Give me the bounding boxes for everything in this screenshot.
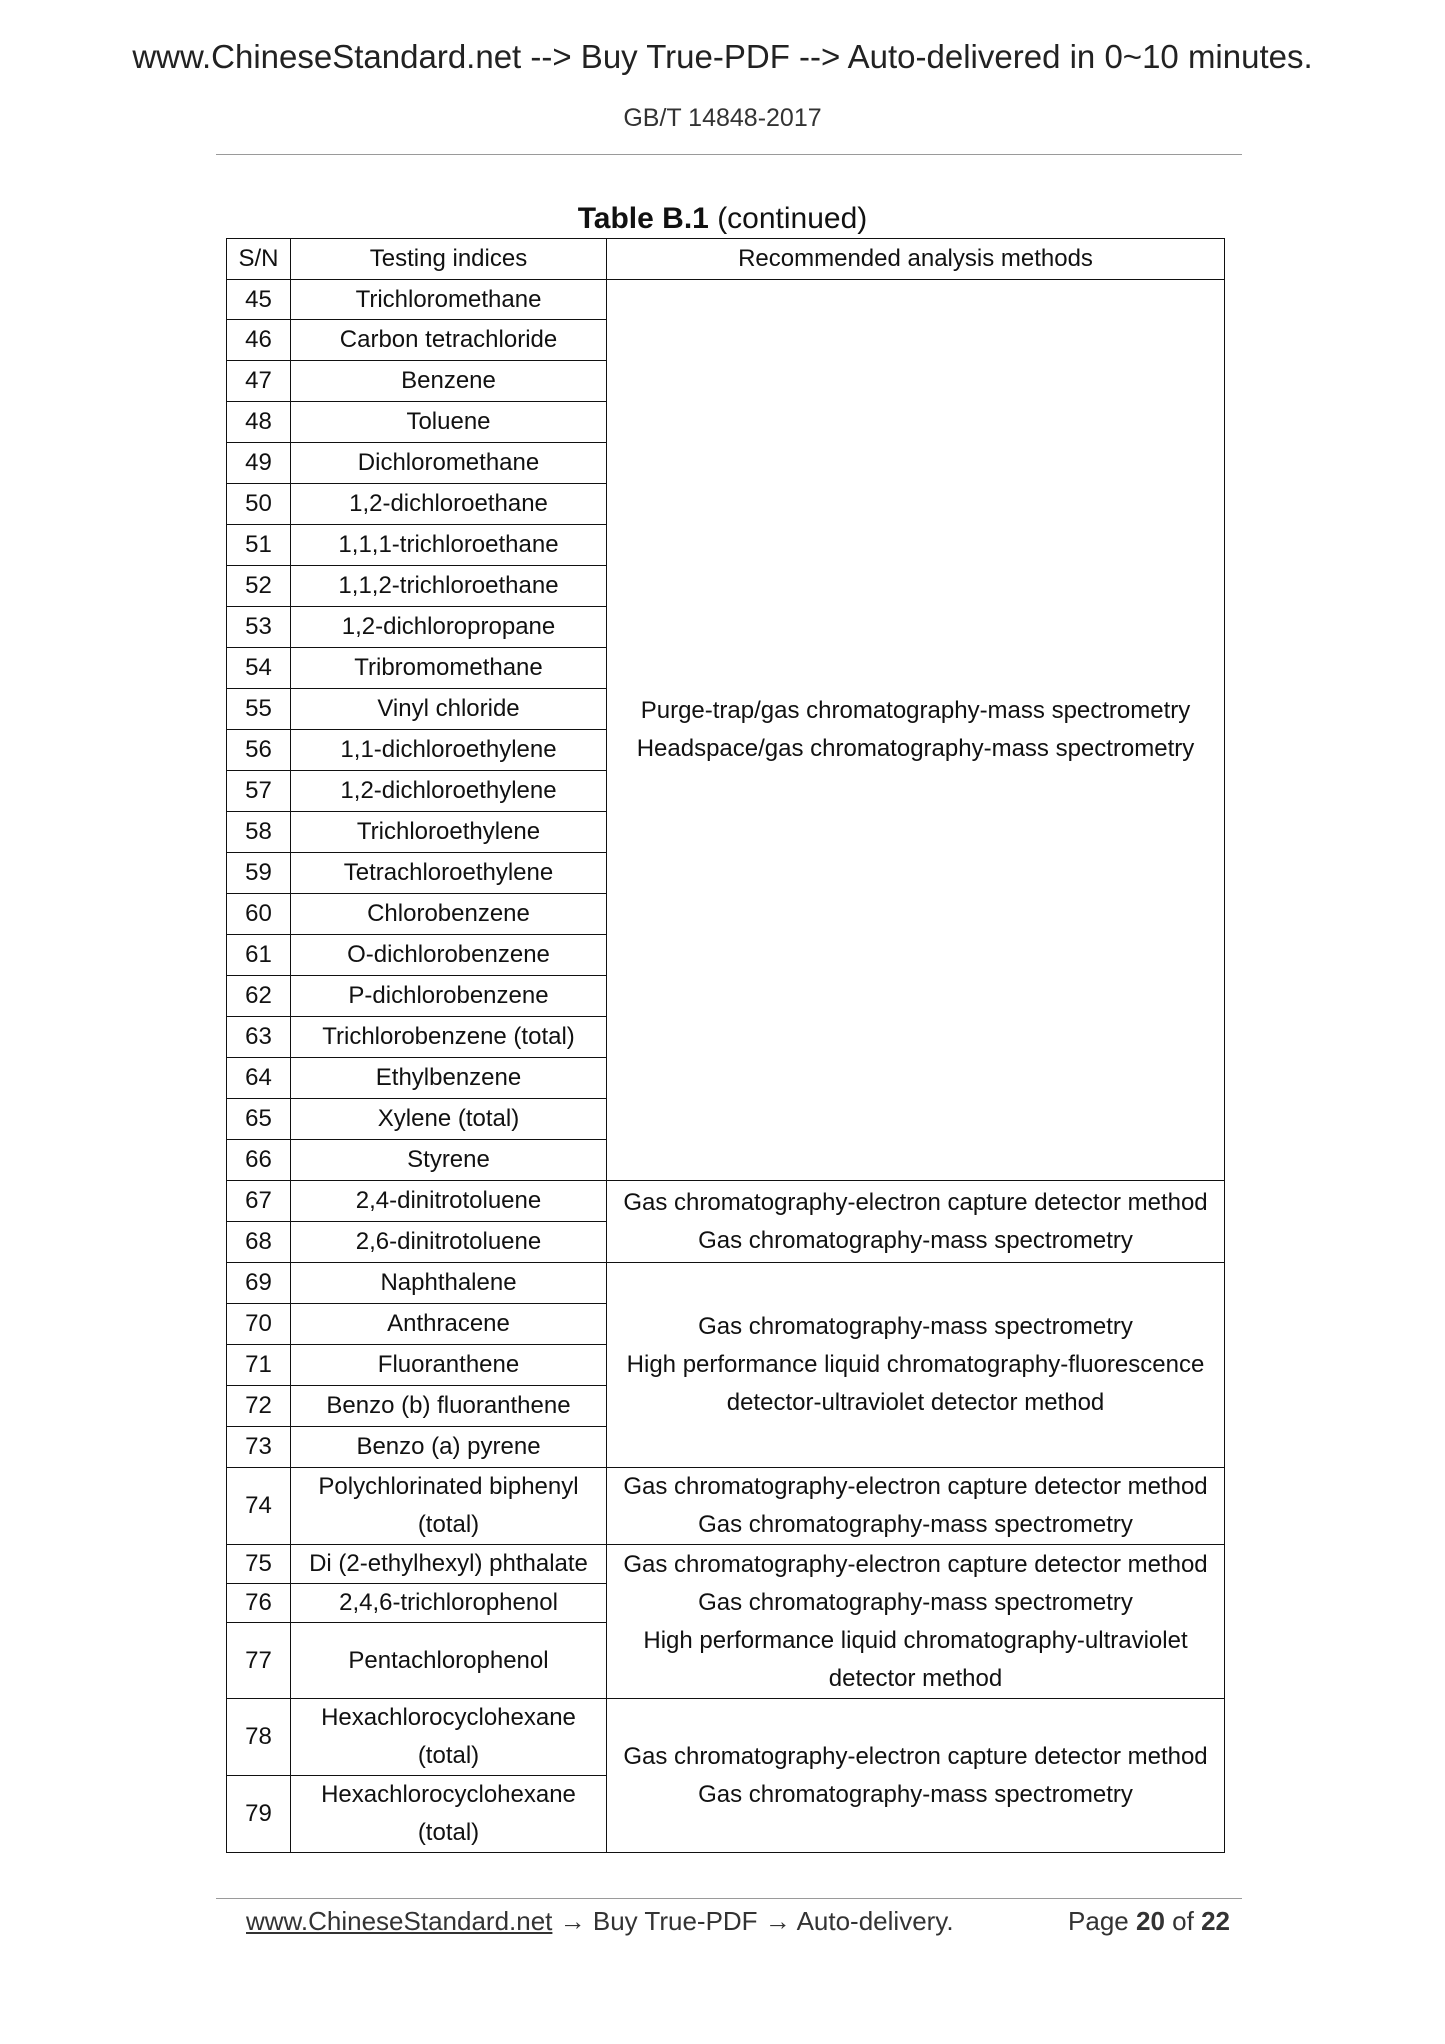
- testing-index-cell: Styrene: [291, 1140, 607, 1181]
- analysis-method-line: Gas chromatography-mass spectrometry: [698, 1588, 1133, 1616]
- analysis-method-cell: [607, 1468, 1225, 1545]
- analysis-method-line: Purge-trap/gas chromatography-mass spectrometry: [640, 697, 1191, 724]
- sn-cell: 46: [227, 320, 291, 361]
- analysis-method-line: Gas chromatography-mass spectrometry: [698, 1780, 1133, 1808]
- column-header-methods: Recommended analysis methods: [607, 239, 1225, 280]
- sn-cell: 75: [227, 1545, 291, 1584]
- table-title: [0, 202, 1445, 236]
- analysis-method-line: High performance liquid chromatography-ultraviolet: [643, 1626, 1188, 1654]
- page-label: Page: [1068, 1906, 1129, 1936]
- analysis-method-line: Gas chromatography-electron capture detector method: [623, 1742, 1208, 1770]
- analysis-method-cell: [607, 1263, 1225, 1468]
- analysis-method-cell: [607, 1181, 1225, 1263]
- testing-index-cell: Ethylbenzene: [291, 1058, 607, 1099]
- testing-index-cell: Anthracene: [291, 1304, 607, 1345]
- testing-index-cell: O-dichlorobenzene: [291, 935, 607, 976]
- sn-cell: 62: [227, 976, 291, 1017]
- sn-cell: 59: [227, 853, 291, 894]
- testing-index-cell: Benzo (b) fluoranthene: [291, 1386, 607, 1427]
- sn-cell: 51: [227, 525, 291, 566]
- analysis-method-line: Gas chromatography-mass spectrometry: [698, 1226, 1133, 1254]
- testing-index-cell: Di (2-ethylhexyl) phthalate: [291, 1545, 607, 1584]
- testing-index-cell: [291, 1468, 607, 1545]
- sn-cell: 45: [227, 280, 291, 320]
- testing-index-cell: 1,2-dichloroethane: [291, 484, 607, 525]
- testing-index-cell: Trichloroethylene: [291, 812, 607, 853]
- table-row: [227, 1181, 1225, 1222]
- testing-index-cell: Naphthalene: [291, 1263, 607, 1304]
- footer-left: [246, 1906, 954, 1937]
- table-row: [227, 1545, 1225, 1584]
- testing-index-cell: 1,1,2-trichloroethane: [291, 566, 607, 607]
- top-banner: www.ChineseStandard.net --> Buy True-PDF --> Auto-delivered in 0~10 minutes.: [132, 38, 1313, 75]
- testing-index-cell: Tribromomethane: [291, 648, 607, 689]
- sn-cell: 50: [227, 484, 291, 525]
- sn-cell: 70: [227, 1304, 291, 1345]
- analysis-method-line: High performance liquid chromatography-fluorescence: [626, 1351, 1205, 1378]
- sn-cell: 79: [227, 1776, 291, 1853]
- analysis-method-line: Gas chromatography-electron capture detector method: [623, 1188, 1208, 1216]
- table-row: [227, 1468, 1225, 1545]
- testing-index-cell: [291, 1776, 607, 1853]
- page-total: 22: [1201, 1906, 1230, 1936]
- testing-index-cell: 2,4-dinitrotoluene: [291, 1181, 607, 1222]
- header-divider: [216, 154, 1242, 155]
- sn-cell: 72: [227, 1386, 291, 1427]
- testing-index-cell: [291, 1699, 607, 1776]
- sn-cell: 78: [227, 1699, 291, 1776]
- sn-cell: 77: [227, 1623, 291, 1699]
- analysis-method-line: Gas chromatography-mass spectrometry: [698, 1313, 1133, 1340]
- testing-index-cell: P-dichlorobenzene: [291, 976, 607, 1017]
- sn-cell: 71: [227, 1345, 291, 1386]
- sn-cell: 74: [227, 1468, 291, 1545]
- table-title-bold: Table B.1: [577, 202, 709, 235]
- sn-cell: 58: [227, 812, 291, 853]
- analysis-method-line: detector method: [828, 1664, 1003, 1692]
- testing-index-cell: Benzene: [291, 361, 607, 402]
- sn-cell: 64: [227, 1058, 291, 1099]
- analysis-method-cell: [607, 1545, 1225, 1699]
- sn-cell: 67: [227, 1181, 291, 1222]
- table-row: [227, 1699, 1225, 1776]
- testing-index-cell: Trichlorobenzene (total): [291, 1017, 607, 1058]
- testing-index-cell: 2,6-dinitrotoluene: [291, 1222, 607, 1263]
- testing-index-cell: Trichloromethane: [291, 280, 607, 320]
- column-header-testing-indices: Testing indices: [291, 239, 607, 280]
- testing-index-line: (total): [417, 1819, 480, 1846]
- footer-buy-text: → Buy True-PDF → Auto-delivery.: [552, 1906, 954, 1936]
- analysis-method-line: detector-ultraviolet detector method: [726, 1389, 1105, 1416]
- sn-cell: 47: [227, 361, 291, 402]
- testing-index-cell: 1,2-dichloroethylene: [291, 771, 607, 812]
- table-row: [227, 280, 1225, 320]
- testing-index-cell: Benzo (a) pyrene: [291, 1427, 607, 1468]
- sn-cell: 60: [227, 894, 291, 935]
- page-of-label: of: [1172, 1906, 1194, 1936]
- sn-cell: 54: [227, 648, 291, 689]
- sn-cell: 52: [227, 566, 291, 607]
- testing-index-cell: Tetrachloroethylene: [291, 853, 607, 894]
- sn-cell: 63: [227, 1017, 291, 1058]
- testing-index-cell: 2,4,6-trichlorophenol: [291, 1584, 607, 1623]
- testing-index-cell: Xylene (total): [291, 1099, 607, 1140]
- analysis-method-line: Headspace/gas chromatography-mass spectrometry: [636, 735, 1195, 762]
- testing-index-cell: Vinyl chloride: [291, 689, 607, 730]
- testing-index-cell: Fluoranthene: [291, 1345, 607, 1386]
- sn-cell: 66: [227, 1140, 291, 1181]
- sn-cell: 56: [227, 730, 291, 771]
- testing-index-line: Polychlorinated biphenyl: [318, 1473, 579, 1500]
- analysis-methods-table: [226, 238, 1225, 1853]
- sn-cell: 69: [227, 1263, 291, 1304]
- column-header-sn: S/N: [227, 239, 291, 280]
- testing-index-line: (total): [417, 1511, 480, 1538]
- analysis-method-cell: [607, 1699, 1225, 1853]
- table-title-rest: (continued): [708, 202, 868, 235]
- document-code: GB/T 14848-2017: [623, 104, 822, 132]
- sn-cell: 73: [227, 1427, 291, 1468]
- footer-website-link[interactable]: www.ChineseStandard.net: [246, 1906, 553, 1936]
- testing-index-cell: 1,1,1-trichloroethane: [291, 525, 607, 566]
- testing-index-cell: Dichloromethane: [291, 443, 607, 484]
- analysis-method-cell: [607, 280, 1225, 1181]
- sn-cell: 57: [227, 771, 291, 812]
- page-indicator: [1068, 1906, 1230, 1937]
- page-number: 20: [1136, 1906, 1165, 1936]
- analysis-method-line: Gas chromatography-mass spectrometry: [698, 1511, 1133, 1538]
- testing-index-cell: 1,2-dichloropropane: [291, 607, 607, 648]
- testing-index-line: (total): [417, 1742, 480, 1769]
- sn-cell: 48: [227, 402, 291, 443]
- testing-index-cell: 1,1-dichloroethylene: [291, 730, 607, 771]
- analysis-method-line: Gas chromatography-electron capture detector method: [623, 1473, 1208, 1500]
- analysis-method-line: Gas chromatography-electron capture detector method: [623, 1550, 1208, 1578]
- sn-cell: 61: [227, 935, 291, 976]
- sn-cell: 55: [227, 689, 291, 730]
- sn-cell: 76: [227, 1584, 291, 1623]
- table-body: [227, 280, 1225, 1853]
- table-header-row: [227, 239, 1225, 280]
- testing-index-cell: Pentachlorophenol: [291, 1623, 607, 1699]
- testing-index-line: Hexachlorocyclohexane: [321, 1704, 576, 1731]
- testing-index-cell: Chlorobenzene: [291, 894, 607, 935]
- sn-cell: 53: [227, 607, 291, 648]
- sn-cell: 49: [227, 443, 291, 484]
- testing-index-cell: Toluene: [291, 402, 607, 443]
- sn-cell: 68: [227, 1222, 291, 1263]
- page-footer: [246, 1896, 1230, 1946]
- testing-index-cell: Carbon tetrachloride: [291, 320, 607, 361]
- table-row: [227, 1263, 1225, 1304]
- testing-index-line: Hexachlorocyclohexane: [321, 1781, 576, 1808]
- sn-cell: 65: [227, 1099, 291, 1140]
